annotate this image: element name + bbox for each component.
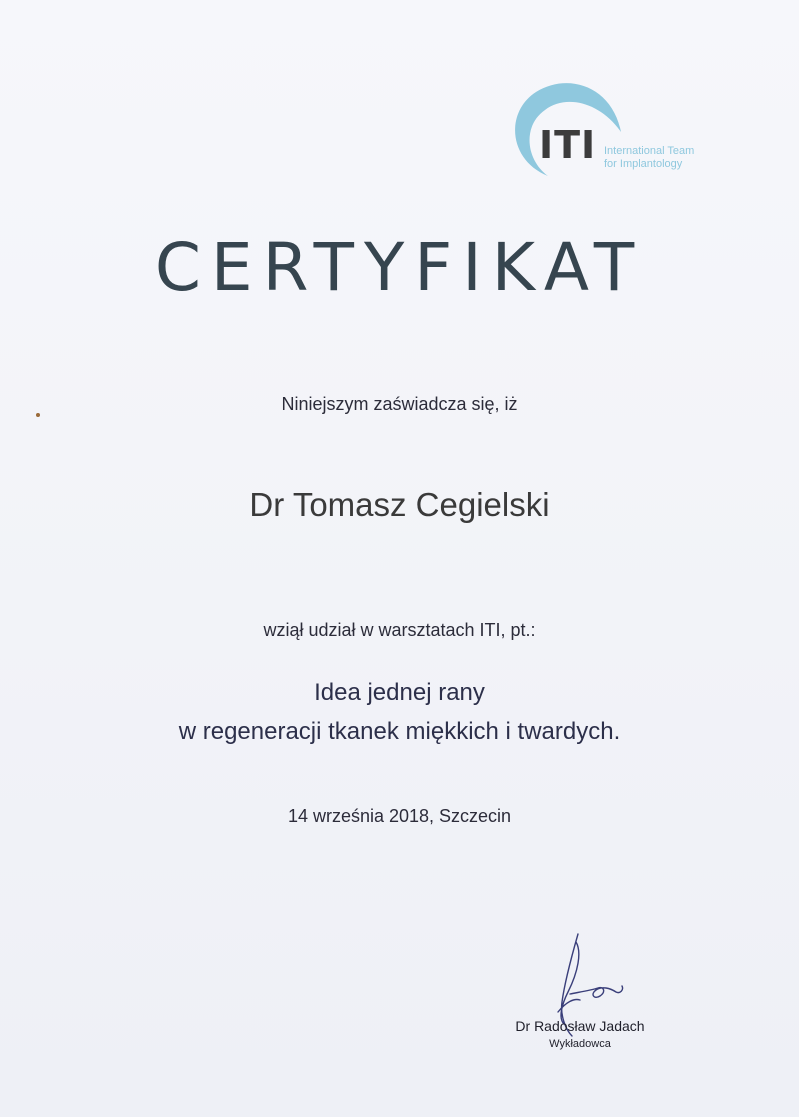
participation-text: wziął udział w warsztatach ITI, pt.: <box>263 620 536 640</box>
intro-text: Niniejszym zaświadcza się, iż <box>281 394 518 414</box>
workshop-topic-line1: Idea jednej rany <box>314 679 485 706</box>
logo-line2: for Implantology <box>604 158 683 170</box>
workshop-topic-line2: w regeneracji tkanek miękkich i twardych. <box>178 718 621 745</box>
signatory-role: Wykładowca <box>549 1038 611 1050</box>
iti-logo <box>0 0 799 200</box>
logo-abbr: ITI <box>539 123 597 167</box>
certificate-title: CERTYFIKAT <box>154 229 645 306</box>
signatory-name: Dr Radosław Jadach <box>515 1018 645 1034</box>
recipient-name: Dr Tomasz Cegielski <box>249 486 550 523</box>
date-place: 14 września 2018, Szczecin <box>287 806 512 826</box>
logo-subtitle <box>604 145 694 171</box>
logo-line1: International Team <box>604 145 695 157</box>
